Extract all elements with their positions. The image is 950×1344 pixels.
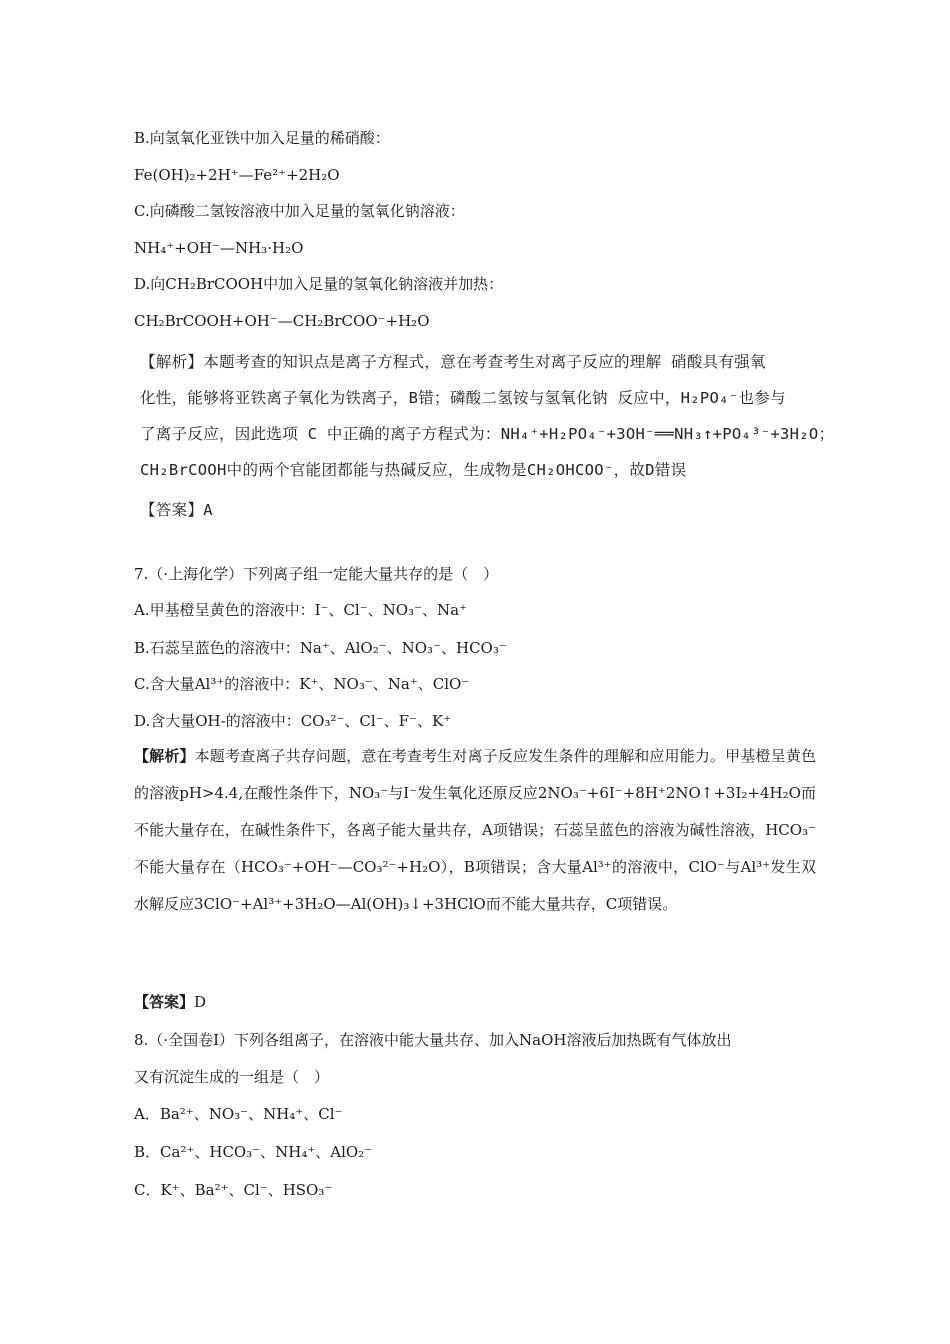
q6-answer: 【答案】A bbox=[140, 501, 213, 519]
q7-analysis-body: 本题考查离子共存问题，意在考查考生对离子反应发生条件的理解和应用能力。甲基橙呈黄色的溶液pH>4.4,在酸性条件下，NO₃⁻与I⁻发生氧化还原反应2NO₃⁻+6I⁻+8H⁺2NO↑+3I₂+4H₂O而不能大量存在，在碱性条件下，各离子能大量共存，A项错误；石蕊呈蓝色的溶液为碱性溶液，HCO₃⁻不能大量存在（HCO₃⁻+OH⁻—CO₃²⁻+H₂O），B项错误；含大量Al³⁺的溶液中，ClO⁻与Al³⁺发生双水解反应3ClO⁻+Al³⁺+3H₂O—Al(OH)₃↓+3HClO而不能大量共存，C项错误。 bbox=[134, 747, 816, 913]
q8-stem-line-1: 8.（·全国卷Ⅰ）下列各组离子，在溶液中能大量共存、加入NaOH溶液后加热既有气体放出 bbox=[134, 1031, 732, 1049]
q6-option-b-label: B.向氢氧化亚铁中加入足量的稀硝酸： bbox=[134, 129, 390, 147]
q6-analysis-line-1: 【解析】本题考查的知识点是离子方程式，意在考查考生对离子反应的理解 硝酸具有强氧 bbox=[140, 353, 766, 371]
q8-option-b: B．Ca²⁺、HCO₃⁻、NH₄⁺、AlO₂⁻ bbox=[134, 1143, 373, 1161]
q6-analysis-line-2: 化性，能够将亚铁离子氧化为铁离子，B错；磷酸二氢铵与氢氧化钠 反应中，H₂PO₄⁻也参与 bbox=[140, 389, 786, 407]
q7-answer-heading: 【答案】 bbox=[134, 993, 195, 1011]
q7-option-d: D.含大量OH-的溶液中：CO₃²⁻、Cl⁻、F⁻、K⁺ bbox=[134, 712, 452, 730]
q6-analysis-line-3: 了离子反应，因此选项 C 中正确的离子方程式为：NH₄⁺+H₂PO₄⁻+3OH⁻══NH₃↑+PO₄³⁻+3H₂O； bbox=[140, 425, 835, 443]
q8-option-c: C．K⁺、Ba²⁺、Cl⁻、HSO₃⁻ bbox=[134, 1181, 333, 1199]
q6-option-d-equation: CH₂BrCOOH+OH⁻—CH₂BrCOO⁻+H₂O bbox=[134, 312, 430, 330]
q7-answer-value: D bbox=[194, 993, 207, 1011]
q7-analysis-heading: 【解析】 bbox=[134, 747, 195, 765]
q6-option-c-label: C.向磷酸二氢铵溶液中加入足量的氢氧化钠溶液： bbox=[134, 202, 465, 220]
q7-option-a: A.甲基橙呈黄色的溶液中：I⁻、Cl⁻、NO₃⁻、Na⁺ bbox=[134, 601, 467, 619]
q8-option-a: A．Ba²⁺、NO₃⁻、NH₄⁺、Cl⁻ bbox=[134, 1105, 343, 1123]
q7-answer bbox=[134, 992, 206, 1012]
q7-analysis bbox=[134, 738, 816, 923]
q6-option-d-label: D.向CH₂BrCOOH中加入足量的氢氧化钠溶液并加热： bbox=[134, 275, 504, 293]
q6-analysis-line-4: CH₂BrCOOH中的两个官能团都能与热碱反应，生成物是CH₂OHCOO⁻，故D错误 bbox=[140, 461, 687, 479]
q8-stem-line-2: 又有沉淀生成的一组是（ ） bbox=[134, 1068, 330, 1086]
q6-option-c-equation: NH₄⁺+OH⁻—NH₃·H₂O bbox=[134, 239, 304, 257]
q7-option-b: B.石蕊呈蓝色的溶液中：Na⁺、AlO₂⁻、NO₃⁻、HCO₃⁻ bbox=[134, 639, 507, 657]
q7-stem: 7.（·上海化学）下列离子组一定能大量共存的是（ ） bbox=[134, 565, 499, 583]
q7-option-c: C.含大量Al³⁺的溶液中：K⁺、NO₃⁻、Na⁺、ClO⁻ bbox=[134, 675, 470, 693]
q6-option-b-equation: Fe(OH)₂+2H⁺—Fe²⁺+2H₂O bbox=[134, 166, 340, 184]
